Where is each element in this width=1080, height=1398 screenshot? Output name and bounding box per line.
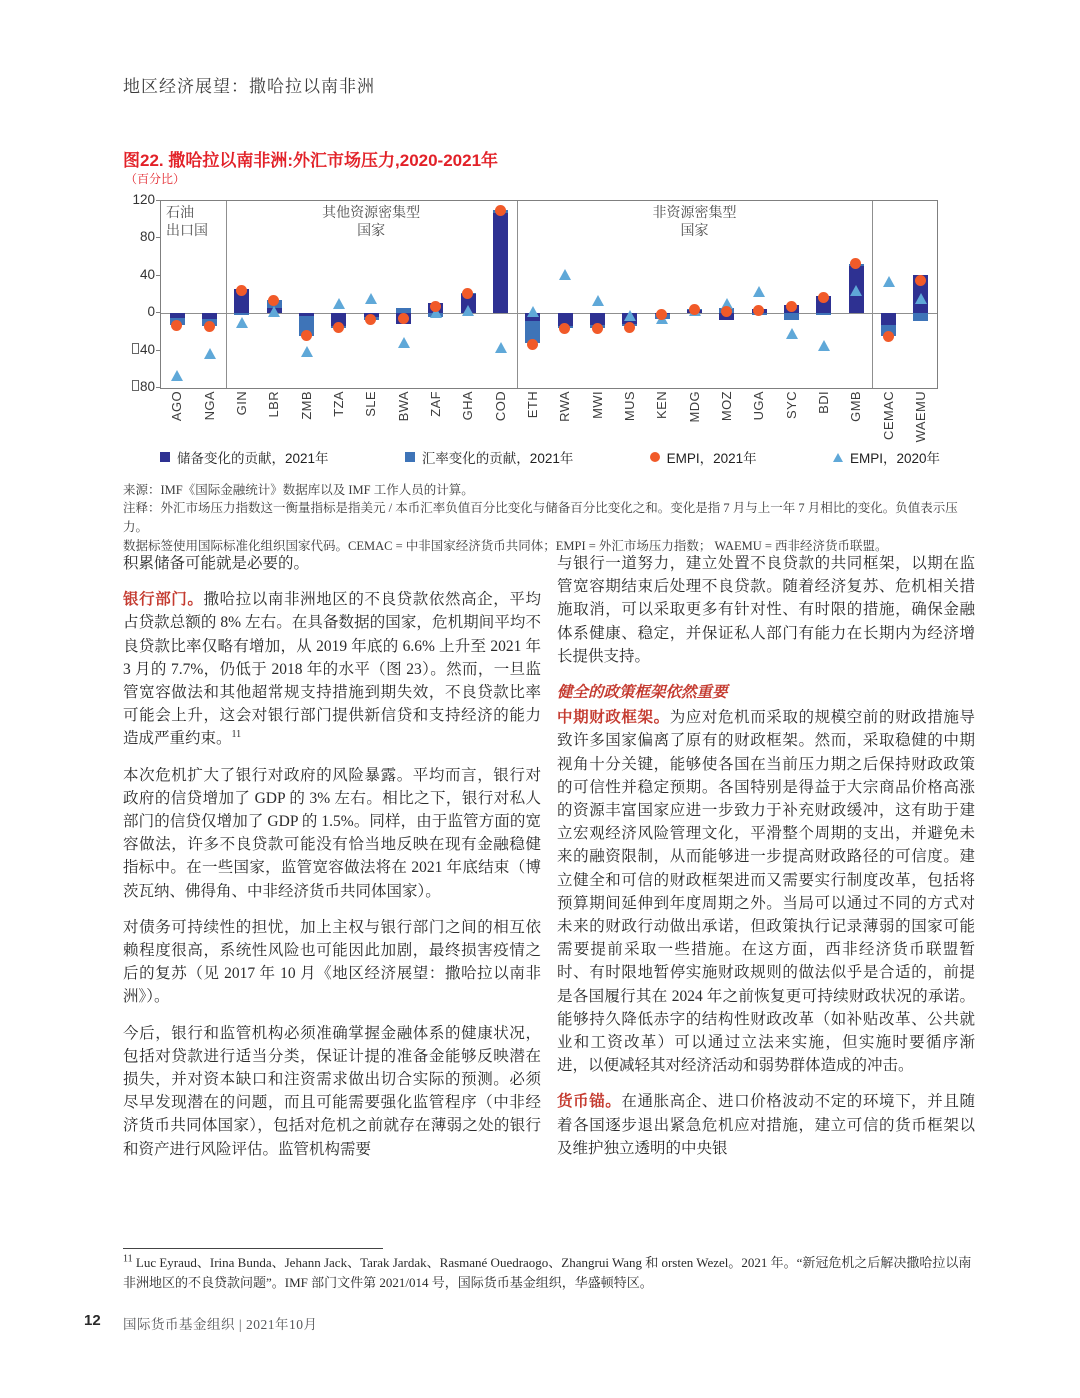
empi-2021-marker xyxy=(527,339,538,350)
empi-2020-marker xyxy=(753,286,765,297)
empi-2020-marker xyxy=(268,306,280,317)
paragraph: 与银行一道努力，建立处置不良贷款的共同框架，以期在监管宽容期结束后处理不良贷款。随着经济复苏、危机相关措施取消，可以采取更多有针对性、有时限的措施，确保金融体系健康、稳定，并保证私人部门有能力在长期内为经济增长提供支持。 xyxy=(557,555,975,665)
y-axis-tickmark xyxy=(156,387,160,388)
empi-2020-marker xyxy=(850,285,862,296)
legend-item xyxy=(650,447,757,467)
footnote-rule-mask xyxy=(383,1247,983,1249)
empi-2021-marker xyxy=(204,321,215,332)
body-column-left xyxy=(123,552,541,1174)
paragraph: 今后，银行和监管机构必须准确掌握金融体系的健康状况，包括对贷款进行适当分类，保证计提的准备金能够反映潜在损失，并对资本缺口和注资需求做出切合实际的预测。必须尽早发现潜在的问题，而且可能需要强化监管程序（中非经济货币共同体国家），包括对危机之前就存在薄弱之处的银行和资产进行风险评估。监管机构需要 xyxy=(123,1024,541,1158)
x-axis-label: SYC xyxy=(783,391,799,419)
group-label-line: 非资源密集型 xyxy=(652,206,737,221)
empi-2021-marker xyxy=(301,330,312,341)
group-label-line: 其他资源密集型 xyxy=(322,206,421,221)
empi-2021-marker xyxy=(624,322,635,333)
y-axis-tick-label: 40 xyxy=(139,266,155,282)
paragraph: 货币锚。在通胀高企、进口价格波动不定的环境下，并且随着各国逐步退出紧急危机应对措施，建立可信的货币框架以及维护独立透明的中央银 xyxy=(557,1093,975,1157)
empi-2020-marker xyxy=(171,370,183,381)
legend-label: 汇率变化的贡献，2021年 xyxy=(421,451,574,466)
group-label-line: 国家 xyxy=(680,224,709,239)
footnote-reference: 11 xyxy=(231,729,242,741)
empi-2021-marker xyxy=(818,292,829,303)
y-axis-tickmark xyxy=(156,350,160,351)
legend-square-icon xyxy=(405,452,415,462)
x-axis-label: CEMAC xyxy=(880,391,896,440)
empi-2020-marker xyxy=(883,276,895,287)
paragraph: 本次危机扩大了银行对政府的风险暴露。平均而言，银行对政府的信贷增加了 GDP 的 3% 左右。相比之下，银行对私人部门的信贷仅增加了 GDP 的 1.5%。同样，由于监管方面的宽容做法，许多不良贷款可能没有恰当地反映在现有金融稳健指标中。在一些国家，监管宽容做法将在 2021 年底结束（博茨瓦纳、佛得角、中非经济货币共同体国家）。 xyxy=(123,766,541,900)
x-axis-label: RWA xyxy=(557,391,573,422)
reserve-bar-segment xyxy=(493,213,508,313)
empi-2021-marker xyxy=(721,306,732,317)
paragraph-lead: 货币锚。 xyxy=(557,1093,622,1111)
chart-legend xyxy=(160,447,940,467)
legend-square-icon xyxy=(160,452,170,462)
y-axis-tick-label: 120 xyxy=(132,192,155,207)
group-divider xyxy=(872,201,873,388)
footnote-ref: 11 xyxy=(123,1253,133,1265)
empi-2020-marker xyxy=(301,346,313,357)
x-axis-label: ETH xyxy=(524,391,540,419)
empi-2021-marker xyxy=(365,314,376,325)
x-axis-label: MDG xyxy=(686,391,702,423)
empi-2021-marker xyxy=(268,295,279,306)
empi-2020-marker xyxy=(592,295,604,306)
empi-2021-marker xyxy=(883,331,894,342)
x-axis-label: GIN xyxy=(233,391,249,416)
empi-2020-marker xyxy=(786,328,798,339)
y-axis-tick-label: 80 xyxy=(139,229,155,245)
empi-2021-marker xyxy=(333,322,344,333)
empi-2020-marker xyxy=(624,310,636,321)
empi-2020-marker xyxy=(204,348,216,359)
x-axis-label: COD xyxy=(492,391,508,422)
empi-2020-marker xyxy=(559,269,571,280)
body-column-right xyxy=(557,552,975,1173)
empi-2020-marker xyxy=(527,306,539,317)
running-header: 地区经济展望：撒哈拉以南非洲 xyxy=(123,77,375,96)
legend-circle-icon xyxy=(650,452,660,462)
empi-2020-marker xyxy=(365,293,377,304)
x-axis-label: WAEMU xyxy=(912,391,928,443)
x-axis-label: AGO xyxy=(169,391,185,422)
x-axis-label: GMB xyxy=(848,391,864,422)
group-label xyxy=(517,205,873,241)
page-number: 12 xyxy=(84,1312,101,1329)
x-axis-label: UGA xyxy=(751,391,767,421)
x-axis-label: MUS xyxy=(621,391,637,422)
minus-glyph-box xyxy=(132,380,139,391)
empi-2021-marker xyxy=(559,323,570,334)
exchange-bar-segment xyxy=(913,313,928,320)
exchange-bar-segment xyxy=(234,313,249,315)
paragraph: 中期财政框架。为应对危机而采取的规模空前的财政措施导致许多国家偏离了原有的财政框架。然而，采取稳健的中期视角十分关键，能够使各国在当前压力期之后保持财政政策的可信性并稳定预期。各国特别是得益于大宗商品价格高涨的资源丰富国家应进一步致力于补充财政缓冲，这有助于建立宏观经济风险管理文化，平滑整个周期的支出，并避免未来的融资限制，从而能够进一步提高财政路径的可信度。建立健全和可信的财政框架进而又需要实行制度改革，包括将预算期间延伸到年度周期之外。当局可以通过不同的方式对未来的财政行动做出承诺，但政策执行记录薄弱的国家可能需要提前采取一些措施。在这方面，西非经济货币联盟暂时、有时限地暂停实施财政规则的做法似乎是合适的，前提是各国履行其在 2024 年之前恢复更可持续财政状况的承诺。能够持久降低赤字的结构性财政改革（如补贴改革、公共就业和工资改革）可以通过立法来实施，但实施时要循序渐进，以便减轻其对经济活动和弱势群体造成的冲击。 xyxy=(557,709,975,1075)
empi-2021-marker xyxy=(171,320,182,331)
y-axis-tick-label: 80 xyxy=(125,379,155,394)
empi-2020-marker xyxy=(462,305,474,316)
x-axis-label: KEN xyxy=(654,391,670,419)
empi-2020-marker xyxy=(818,340,830,351)
group-label-line: 出口国 xyxy=(166,224,208,239)
x-axis-label: BDI xyxy=(815,391,831,414)
x-axis-label: LBR xyxy=(266,391,282,418)
group-label xyxy=(166,205,221,241)
legend-triangle-icon xyxy=(833,453,843,462)
paragraph: 积累储备可能就是必要的。 xyxy=(123,555,310,572)
figure-note-line: 注释：外汇市场压力指数这一衡量指标是指美元 / 本币汇率负值百分比变化与储备百分比变化之和。变化是指 7 月与上一年 7 月相比的变化。负值表示压力。 xyxy=(123,501,958,534)
y-axis-tick-label: 0 xyxy=(147,304,155,320)
empi-2021-marker xyxy=(786,301,797,312)
empi-2021-marker xyxy=(236,285,247,296)
y-axis-tickmark xyxy=(156,275,160,276)
section-heading: 健全的政策框架依然重要 xyxy=(557,684,728,702)
legend-label: 储备变化的贡献，2021年 xyxy=(177,451,329,466)
exchange-bar-segment xyxy=(816,313,831,315)
y-axis-tickmark xyxy=(156,237,160,238)
fx-pressure-chart xyxy=(125,192,940,447)
chart-plot xyxy=(160,200,938,389)
legend-item xyxy=(160,447,329,467)
empi-2021-marker xyxy=(430,301,441,312)
paragraph-lead: 银行部门。 xyxy=(123,591,204,609)
empi-2021-marker xyxy=(398,313,409,324)
x-axis-label: ZMB xyxy=(298,391,314,420)
figure-notes xyxy=(123,499,975,556)
empi-2021-marker xyxy=(656,309,667,320)
empi-2020-marker xyxy=(333,298,345,309)
group-label-line: 国家 xyxy=(357,224,386,239)
empi-2020-marker xyxy=(236,317,248,328)
reserve-bar-segment xyxy=(881,313,896,325)
figure-source: 来源：IMF《国际金融统计》数据库以及 IMF 工作人员的计算。 xyxy=(123,483,474,497)
x-axis-label: MOZ xyxy=(718,391,734,422)
group-label-line: 石油 xyxy=(166,206,194,221)
footnote-text: Luc Eyraud、Irina Bunda、Jehann Jack、Tarak Jardak、Rasmané Ouedraogo、Zhangrui Wang 和 orsten Wezel。2021 年。“新冠危机之后解决撒哈拉以南非洲地区的不良贷款问题”。IMF 部门文件第 2021/014 号，国际货币基金组织，华盛顿特区。 xyxy=(123,1255,972,1290)
figure-subtitle: （百分比） xyxy=(125,172,186,186)
y-axis-tick-label: 40 xyxy=(125,342,155,357)
group-label xyxy=(226,205,517,241)
x-axis-label: ZAF xyxy=(427,391,443,417)
y-axis-tickmark xyxy=(156,312,160,313)
x-axis-label: TZA xyxy=(330,391,346,417)
legend-label: EMPI，2020年 xyxy=(849,451,940,466)
y-axis-tickmark xyxy=(156,200,160,201)
minus-glyph-box xyxy=(132,343,139,354)
empi-2021-marker xyxy=(753,305,764,316)
figure-note-line: 数据标签使用国际标准化组织国家代码。CEMAC = 中非国家经济货币共同体；EMPI = 外汇市场压力指数； WAEMU = 西非经济货币联盟。 xyxy=(123,539,888,553)
empi-2021-marker xyxy=(592,323,603,334)
empi-2021-marker xyxy=(495,205,506,216)
page-footer: 国际货币基金组织 | 2021年10月 xyxy=(123,1317,318,1332)
x-axis-label: NGA xyxy=(201,391,217,421)
x-axis-label: MWI xyxy=(589,391,605,419)
x-axis-label: SLE xyxy=(363,391,379,417)
empi-2020-marker xyxy=(398,337,410,348)
paragraph: 对债务可持续性的担忧，加上主权与银行部门之间的相互依赖程度很高，系统性风险也可能因此加剧，最终损害疫情之后的复苏（见 2017 年 10 月《地区经济展望：撒哈拉以南非洲》）。 xyxy=(123,918,541,1006)
empi-2021-marker xyxy=(689,304,700,315)
empi-2020-marker xyxy=(915,293,927,304)
empi-2020-marker xyxy=(495,342,507,353)
legend-item xyxy=(405,447,574,467)
exchange-bar-segment xyxy=(784,313,799,320)
empi-2021-marker xyxy=(915,275,926,286)
x-axis-label: GHA xyxy=(460,391,476,421)
x-axis-label: BWA xyxy=(395,391,411,422)
paragraph: 银行部门。撒哈拉以南非洲地区的不良贷款依然高企，平均占贷款总额的 8% 左右。在具备数据的国家，危机期间平均不良贷款比率仅略有增加，从 2019 年底的 6.6% 上升至 2021 年 3 月的 7.7%，仍低于 2018 年的水平（图 23）。然而，一旦监管宽容做法和其他超常规支持措施到期失效，不良贷款比率可能会上升，这会对银行部门提供新信贷和支持经济的能力造成严重约束。$^{11}$ xyxy=(123,591,541,748)
legend-item xyxy=(833,447,940,467)
figure-title: 图22. 撒哈拉以南非洲:外汇市场压力,2020-2021年 xyxy=(123,151,499,170)
paragraph-lead: 中期财政框架。 xyxy=(557,709,670,727)
footnote xyxy=(123,1248,979,1292)
legend-label: EMPI，2021年 xyxy=(666,451,757,466)
